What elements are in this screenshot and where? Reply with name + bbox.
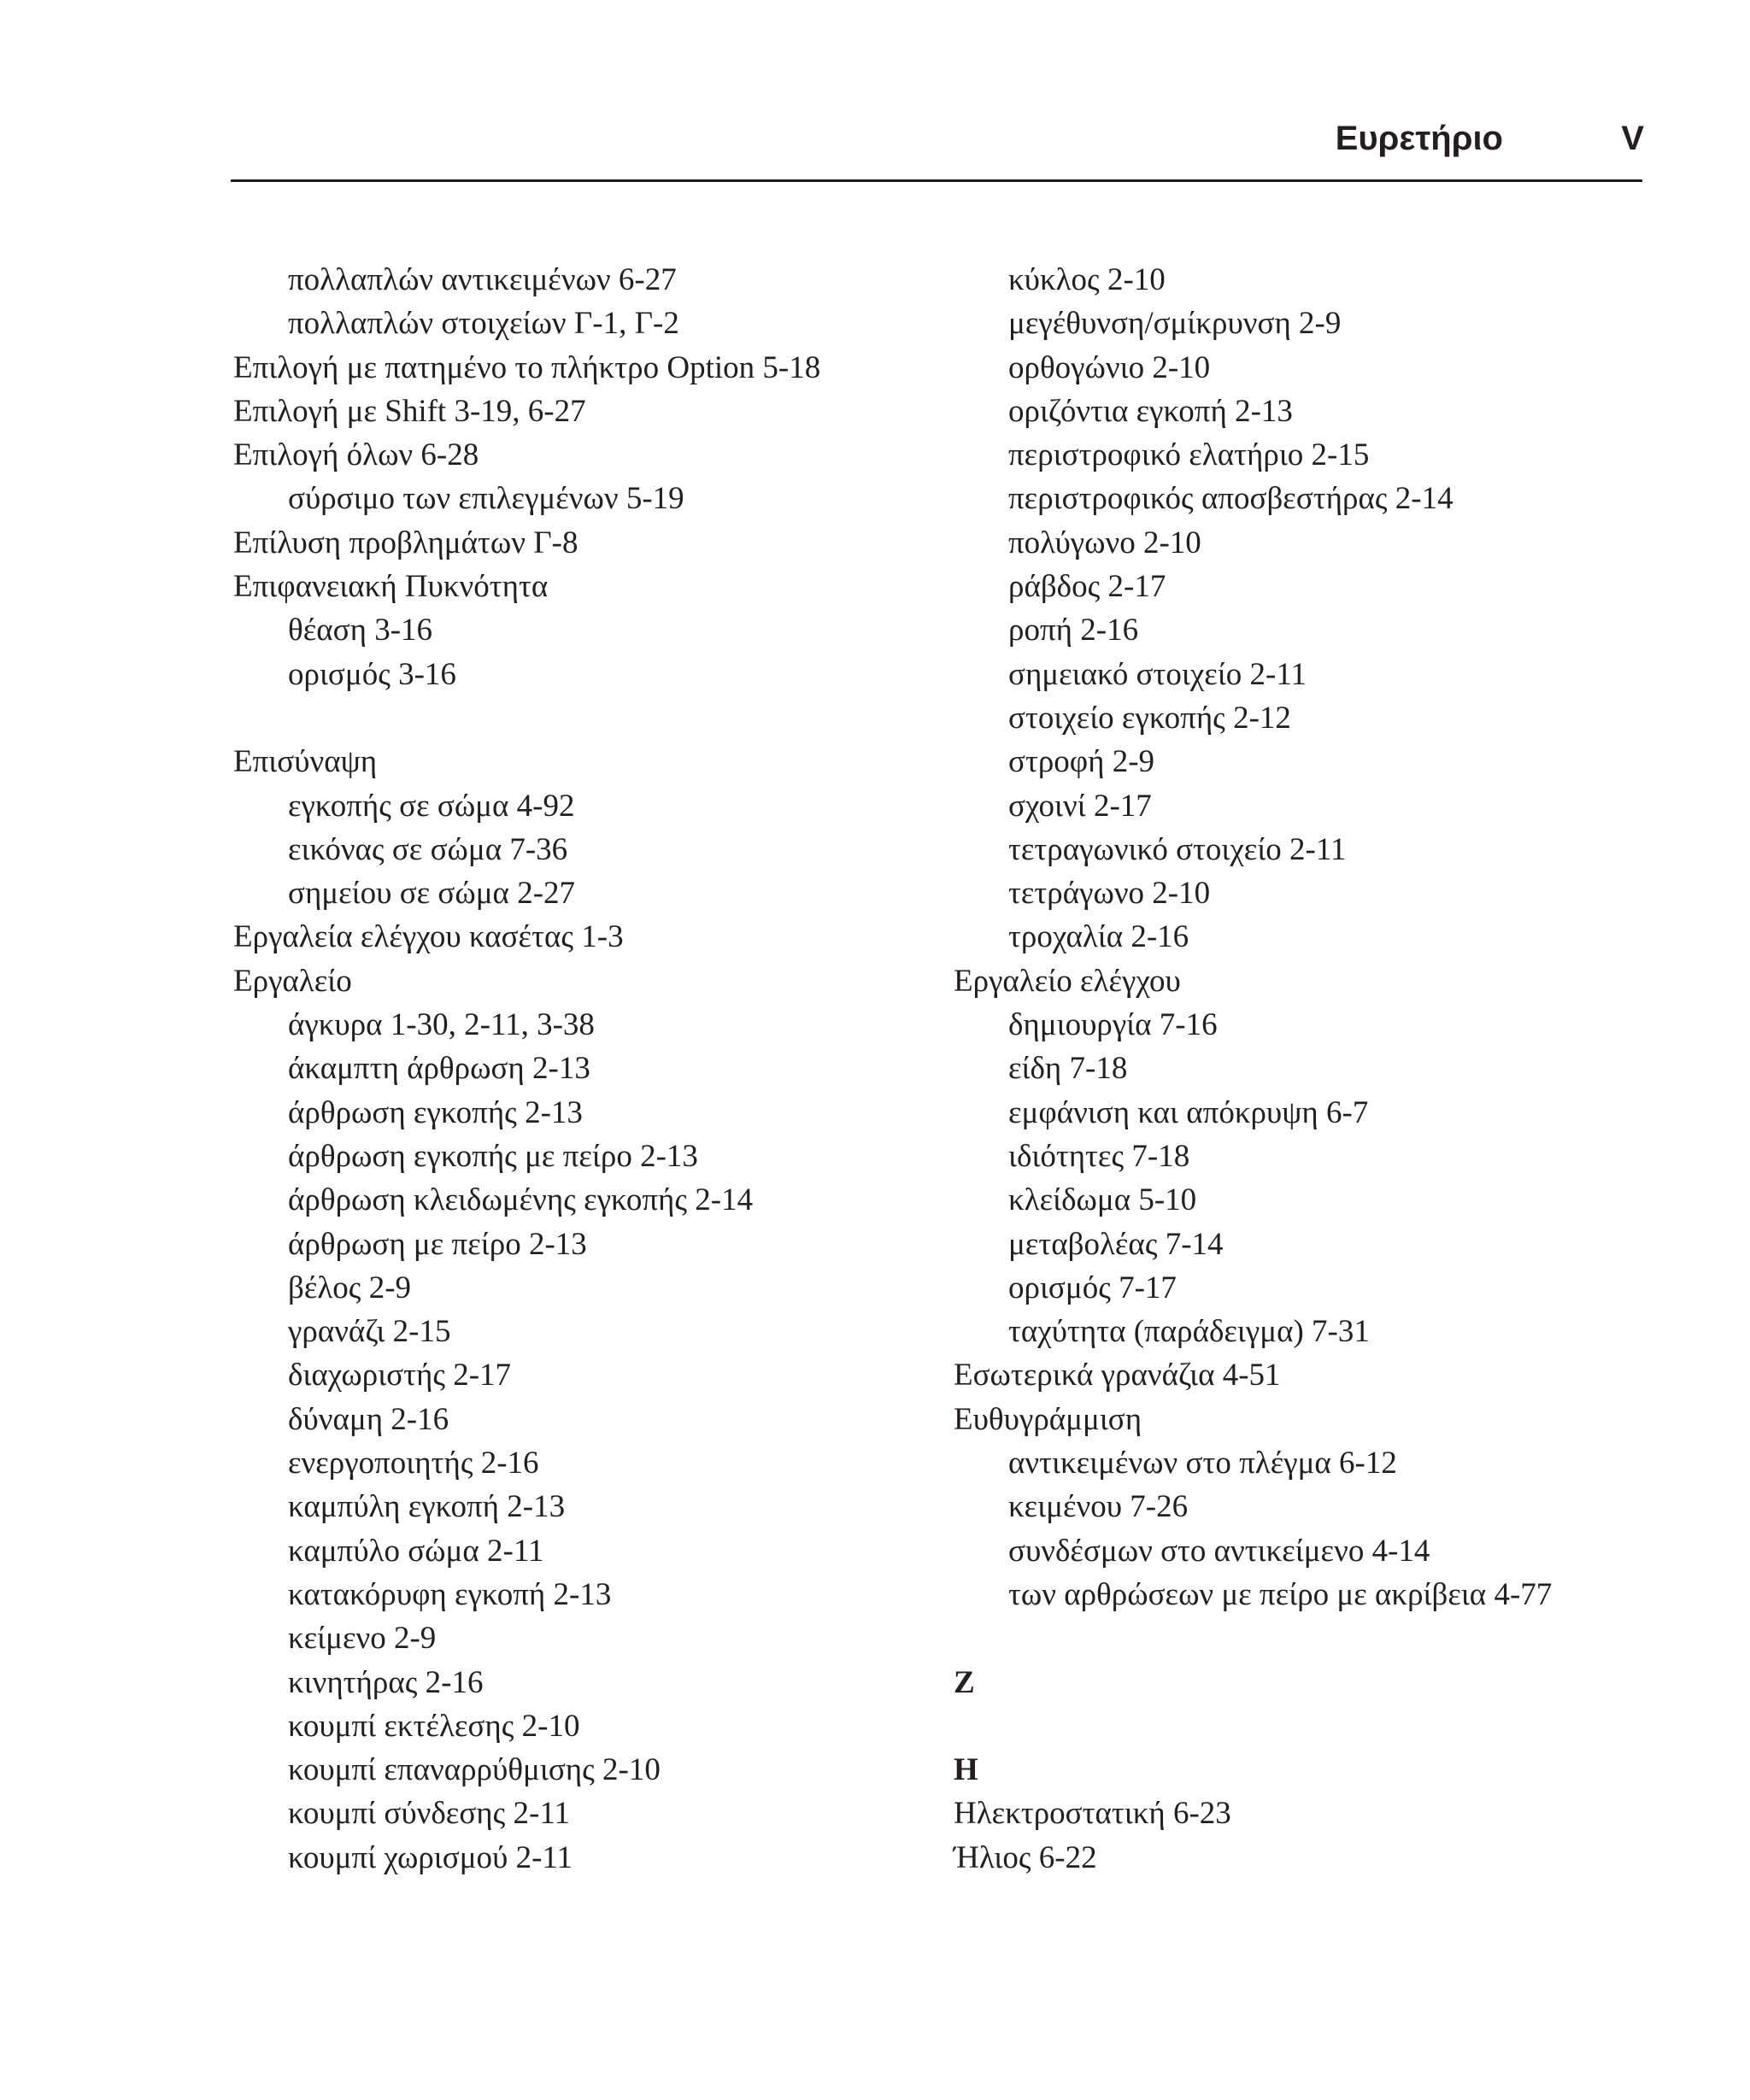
- index-subentry: κλείδωμα 5-10: [1008, 1182, 1197, 1218]
- index-subentry: κουμπί χωρισμού 2-11: [288, 1839, 573, 1875]
- index-subentry: ορθογώνιο 2-10: [1008, 349, 1211, 385]
- index-subentry: εγκοπής σε σώμα 4-92: [288, 788, 575, 824]
- index-subentry: περιστροφικό ελατήριο 2-15: [1008, 437, 1370, 473]
- index-subentry: συνδέσμων στο αντικείμενο 4-14: [1008, 1533, 1430, 1569]
- index-subentry: άρθρωση εγκοπής 2-13: [288, 1094, 583, 1130]
- index-subentry: ταχύτητα (παράδειγμα) 7-31: [1008, 1314, 1370, 1350]
- index-subentry: σύρσιμο των επιλεγμένων 5-19: [288, 481, 684, 517]
- index-subentry: καμπύλη εγκοπή 2-13: [288, 1489, 566, 1525]
- index-subentry: θέαση 3-16: [288, 613, 433, 648]
- index-subentry: περιστροφικός αποσβεστήρας 2-14: [1008, 481, 1453, 517]
- index-subentry: δύναμη 2-16: [288, 1401, 449, 1437]
- index-subentry: εικόνας σε σώμα 7-36: [288, 831, 568, 867]
- index-subentry: κείμενο 2-9: [288, 1621, 437, 1657]
- index-entry: Επιλογή με Shift 3-19, 6-27: [233, 393, 586, 429]
- index-subentry: άρθρωση κλειδωμένης εγκοπής 2-14: [288, 1182, 754, 1218]
- index-subentry: τροχαλία 2-16: [1008, 919, 1189, 955]
- index-entry: Ηλεκτροστατική 6-23: [954, 1796, 1231, 1832]
- index-subentry: σημειακό στοιχείο 2-11: [1008, 656, 1307, 692]
- index-entry: Εργαλείο: [233, 963, 352, 999]
- index-letter-heading: H: [954, 1752, 978, 1788]
- index-subentry: στροφή 2-9: [1008, 744, 1155, 780]
- index-subentry: εμφάνιση και απόκρυψη 6-7: [1008, 1094, 1369, 1130]
- index-subentry: ενεργοποιητής 2-16: [288, 1446, 539, 1481]
- index-entry: Επίλυση προβλημάτων Γ-8: [233, 525, 578, 560]
- index-entry: Ήλιος 6-22: [954, 1839, 1097, 1875]
- index-subentry: οριζόντια εγκοπή 2-13: [1008, 393, 1293, 429]
- index-subentry: σχοινί 2-17: [1008, 788, 1152, 824]
- index-subentry: ορισμός 3-16: [288, 656, 456, 692]
- index-subentry: των αρθρώσεων με πείρο με ακρίβεια 4-77: [1008, 1576, 1553, 1612]
- index-entry: Επιλογή με πατημένο το πλήκτρο Option 5-18: [233, 349, 821, 385]
- index-subentry: γρανάζι 2-15: [288, 1314, 451, 1350]
- index-subentry: αντικειμένων στο πλέγμα 6-12: [1008, 1446, 1397, 1481]
- index-letter-heading: Z: [954, 1664, 975, 1700]
- index-entry: Εργαλεία ελέγχου κασέτας 1-3: [233, 919, 624, 955]
- index-subentry: στοιχείο εγκοπής 2-12: [1008, 700, 1291, 736]
- index-subentry: είδη 7-18: [1008, 1051, 1128, 1087]
- index-subentry: πολλαπλών στοιχείων Γ-1, Γ-2: [288, 306, 679, 342]
- index-subentry: πολλαπλών αντικειμένων 6-27: [288, 262, 677, 297]
- index-subentry: ορισμός 7-17: [1008, 1270, 1177, 1305]
- index-subentry: άκαμπτη άρθρωση 2-13: [288, 1051, 590, 1087]
- index-title: Ευρετήριο: [1335, 120, 1503, 157]
- index-spacer: [954, 1704, 1654, 1748]
- index-entry: Επιφανειακή Πυκνότητα: [233, 569, 549, 605]
- index-subentry: πολύγωνο 2-10: [1008, 525, 1201, 560]
- index-subentry: άγκυρα 1-30, 2-11, 3-38: [288, 1007, 595, 1043]
- page-number: V: [1621, 120, 1644, 157]
- index-subentry: ροπή 2-16: [1008, 613, 1139, 648]
- index-subentry: ράβδος 2-17: [1008, 569, 1166, 605]
- header-divider: [231, 179, 1642, 182]
- index-spacer: [954, 1616, 1654, 1660]
- index-entry: Εσωτερικά γρανάζια 4-51: [954, 1358, 1281, 1393]
- index-subentry: κουμπί σύνδεσης 2-11: [288, 1796, 570, 1832]
- index-subentry: τετραγωνικό στοιχείο 2-11: [1008, 831, 1347, 867]
- index-subentry: κατακόρυφη εγκοπή 2-13: [288, 1576, 612, 1612]
- index-subentry: ιδιότητες 7-18: [1008, 1138, 1190, 1174]
- index-entry: Επισύναψη: [233, 744, 378, 780]
- index-column-left: [233, 258, 917, 1880]
- index-subentry: σημείου σε σώμα 2-27: [288, 876, 576, 912]
- index-subentry: τετράγωνο 2-10: [1008, 876, 1211, 912]
- index-subentry: διαχωριστής 2-17: [288, 1358, 512, 1393]
- index-column-right: [954, 258, 1654, 1880]
- index-subentry: μεταβολέας 7-14: [1008, 1226, 1224, 1262]
- index-subentry: άρθρωση εγκοπής με πείρο 2-13: [288, 1138, 698, 1174]
- index-entry: Ευθυγράμμιση: [954, 1401, 1142, 1437]
- index-subentry: κειμένου 7-26: [1008, 1489, 1189, 1525]
- index-entry: Επιλογή όλων 6-28: [233, 437, 479, 473]
- index-subentry: άρθρωση με πείρο 2-13: [288, 1226, 587, 1262]
- index-subentry: βέλος 2-9: [288, 1270, 412, 1305]
- index-spacer: [233, 696, 917, 740]
- index-subentry: δημιουργία 7-16: [1008, 1007, 1218, 1043]
- index-entry: Εργαλείο ελέγχου: [954, 963, 1181, 999]
- index-subentry: κύκλος 2-10: [1008, 262, 1166, 297]
- index-subentry: καμπύλο σώμα 2-11: [288, 1533, 544, 1569]
- index-subentry: κουμπί εκτέλεσης 2-10: [288, 1708, 580, 1744]
- index-subentry: κινητήρας 2-16: [288, 1664, 484, 1700]
- index-subentry: μεγέθυνση/σμίκρυνση 2-9: [1008, 306, 1342, 342]
- index-subentry: κουμπί επαναρρύθμισης 2-10: [288, 1752, 661, 1788]
